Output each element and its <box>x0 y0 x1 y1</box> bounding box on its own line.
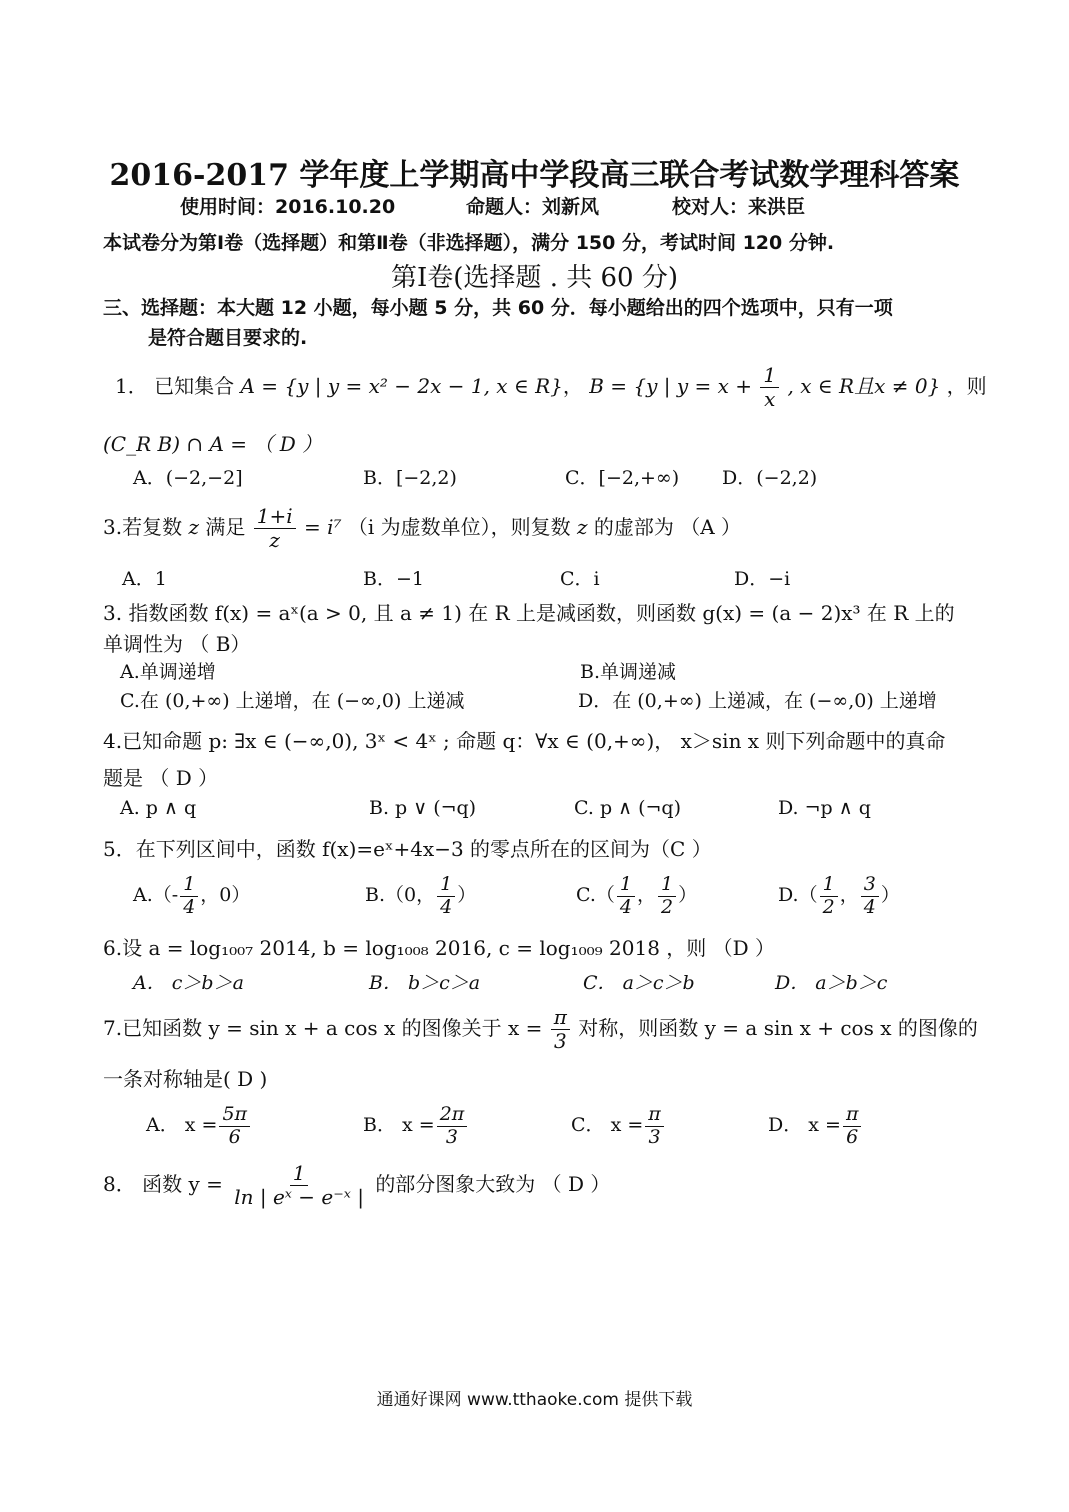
q7c-num: π <box>645 1104 664 1127</box>
q7b-num: 2π <box>437 1104 468 1127</box>
q7c-label: C． x = <box>571 1114 644 1136</box>
q4-option-d: D. ¬p ∧ q <box>778 797 871 819</box>
q8-frac-num: 1 <box>290 1162 309 1186</box>
q2-option-d: D．−i <box>734 568 791 590</box>
exam-intro: 本试卷分为第Ⅰ卷（选择题）和第Ⅱ卷（非选择题），满分 150 分，考试时间 120 分钟. <box>103 232 835 254</box>
q7d-den: 6 <box>846 1125 859 1148</box>
footer-source: 通通好课网 www.tthaoke.com 提供下载 <box>376 1390 693 1410</box>
q5d-label: D.（ <box>778 884 818 906</box>
q7a-fraction <box>219 1104 250 1149</box>
q2-pre: 若复数 <box>122 515 183 539</box>
q7-frac-den: 3 <box>553 1029 567 1053</box>
question-7 <box>103 998 978 1058</box>
q4-option-c: C. p ∧ (¬q) <box>574 797 681 819</box>
q7b-fraction <box>437 1104 468 1149</box>
q7a-label: A． x = <box>146 1114 218 1136</box>
q5b-tail: ） <box>457 884 477 906</box>
q7d-num: π <box>843 1104 862 1127</box>
q1-frac-num: 1 <box>760 364 779 388</box>
q1-option-a: A．(−2,−2] <box>133 467 243 489</box>
q1-suffix: ，则 <box>946 374 987 398</box>
q7a-num: 5π <box>219 1104 250 1127</box>
q7-option-d <box>768 1095 863 1155</box>
q7b-den: 3 <box>445 1125 459 1148</box>
q5-option-c <box>576 865 697 925</box>
q2-mid: 满足 <box>205 515 246 539</box>
q2-option-b: B．−1 <box>363 568 424 590</box>
q2-var: z <box>188 515 199 539</box>
q1-number: 1． <box>115 374 148 398</box>
q1-fraction <box>760 364 779 411</box>
q5d-fraction-1 <box>820 874 838 919</box>
q2-post: （i 为虚数单位），则复数 <box>347 515 571 539</box>
part-instructions-line1: 三、选择题：本大题 12 小题，每小题 5 分，共 60 分．每小题给出的四个选项中，只有一项 <box>103 297 893 319</box>
q5c-fraction-1 <box>617 874 635 919</box>
q5-line1: 5．在下列区间中，函数 f(x)=eˣ+4x−3 的零点所在的区间为（C ） <box>103 837 712 861</box>
q5d-fraction-2 <box>861 874 879 919</box>
q2-option-c: C．i <box>560 568 600 590</box>
q3-option-a: A.单调递增 <box>120 661 216 683</box>
q5a-fraction <box>180 874 198 919</box>
q3-option-c: C.在 (0,+∞) 上递增，在 (−∞,0) 上递减 <box>120 690 465 712</box>
q1-prefix: 已知集合 <box>154 374 235 398</box>
q5c-mid: ， <box>637 884 657 906</box>
q3-line1: 3. 指数函数 f(x) = aˣ(a > 0, 且 a ≠ 1) 在 R 上是减函数，则函数 g(x) = (a − 2)x³ 在 R 上的 <box>103 601 955 625</box>
q8-pre: 8． 函数 y = <box>103 1172 223 1196</box>
q1-option-c: C．[−2,+∞) <box>565 467 680 489</box>
q3-option-b: B.单调递减 <box>580 661 677 683</box>
part-instructions-line2: 是符合题目要求的. <box>148 327 308 349</box>
q2-fraction <box>254 505 296 552</box>
q5d-tail: ） <box>880 884 900 906</box>
q7-fraction <box>551 1006 570 1053</box>
q4-line1: 4.已知命题 p: ∃x ∈ (−∞,0), 3ˣ < 4ˣ ; 命题 q：∀x ∈ (0,+∞)， x＞sin x 则下列命题中的真命 <box>103 729 946 753</box>
question-2 <box>103 498 741 556</box>
q2-var2: z <box>576 515 588 539</box>
q5b-fraction <box>437 874 455 919</box>
q1-set-b-pre: B = {y | y = x + <box>589 374 753 398</box>
q6-option-c: C． a＞c＞b <box>583 972 695 994</box>
q6-line1: 6.设 a = log₁₀₀₇ 2014, b = log₁₀₀₈ 2016, c = log₁₀₀₉ 2018 ，则 （D ） <box>103 936 776 960</box>
q3-line2: 单调性为 （ B） <box>103 632 251 656</box>
q1-option-d: D．(−2,2) <box>722 467 818 489</box>
q1-set-a: A = {y | y = x² − 2x − 1, x ∈ R} <box>240 374 563 398</box>
q8-fraction <box>231 1162 367 1209</box>
q2-eq: = i⁷ <box>303 515 342 539</box>
q7-frac-num: π <box>551 1006 570 1030</box>
q2-frac-den: z <box>269 528 280 552</box>
q2-end: 的虚部为 （A ） <box>593 515 742 539</box>
q7b-label: B． x = <box>363 1114 435 1136</box>
q5-option-b <box>365 865 476 925</box>
q5-option-d <box>778 865 900 925</box>
q7d-label: D． x = <box>768 1114 841 1136</box>
q7-post: 对称，则函数 y = a sin x + cos x 的图像的 <box>578 1016 978 1040</box>
q5b-num: 1 <box>437 874 455 897</box>
q7-pre: 7.已知函数 y = sin x + a cos x 的图像关于 x = <box>103 1016 543 1040</box>
q8-frac-den: ln | eˣ − e⁻ˣ | <box>234 1185 364 1209</box>
q7-option-a <box>146 1095 252 1155</box>
q5b-label: B.（0， <box>365 884 436 906</box>
q7c-den: 3 <box>648 1125 661 1148</box>
q3-option-d: D．在 (0,+∞) 上递减，在 (−∞,0) 上递增 <box>578 690 937 712</box>
q7-option-c <box>571 1095 666 1155</box>
q5c-num2: 1 <box>658 874 676 897</box>
q6-option-a: A． c＞b＞a <box>133 972 244 994</box>
q5c-den1: 4 <box>619 895 632 918</box>
q5c-label: C.（ <box>576 884 615 906</box>
q2-option-a: A．1 <box>122 568 167 590</box>
q7-option-b <box>363 1095 469 1155</box>
q5c-den2: 2 <box>661 895 674 918</box>
q5a-den: 4 <box>183 895 196 918</box>
q5c-fraction-2 <box>658 874 676 919</box>
section-title: 第Ⅰ卷(选择题 . 共 60 分) <box>391 263 678 293</box>
q1-option-b: B．[−2,2) <box>363 467 457 489</box>
q4-option-a: A. p ∧ q <box>120 797 197 819</box>
q5-option-a <box>133 865 250 925</box>
q1-frac-den: x <box>764 387 776 411</box>
q6-option-d: D． a＞b＞c <box>775 972 888 994</box>
q5d-num2: 3 <box>861 874 879 897</box>
q7c-fraction <box>645 1104 664 1149</box>
q8-post: 的部分图象大致为 （ D ） <box>375 1172 611 1196</box>
q2-frac-num: 1+i <box>254 505 296 529</box>
question-1: 1． 已知集合 A = {y | y = x² − 2x − 1, x ∈ R}， B = {y | y = x + $\frac{1}{x}$ , x ∈ R且x ≠ 0} ，则 <box>115 363 987 411</box>
page-title: 2016-2017 学年度上学期高中学段高三联合考试数学理科答案 <box>109 158 960 193</box>
q5b-den: 4 <box>440 895 453 918</box>
author: 命题人：刘新风 <box>466 196 600 218</box>
q7-line2: 一条对称轴是( D ) <box>103 1067 268 1091</box>
q5a-tail: ，0） <box>200 884 251 906</box>
q7a-den: 6 <box>228 1125 241 1148</box>
q1-set-b-post: , x ∈ R且x ≠ 0} <box>787 374 941 398</box>
proofreader: 校对人：来洪臣 <box>672 196 806 218</box>
q6-option-b: B． b＞c＞a <box>369 972 481 994</box>
q5c-num1: 1 <box>617 874 635 897</box>
q4-option-b: B. p ∨ (¬q) <box>369 797 477 819</box>
usage-time: 使用时间：2016.10.20 <box>180 196 396 218</box>
q5a-label: A.（- <box>133 884 179 906</box>
q5d-den2: 4 <box>863 895 876 918</box>
q5d-mid: ， <box>839 884 859 906</box>
q4-line2: 题是 （ D ） <box>103 766 219 790</box>
question-8 <box>103 1152 610 1216</box>
q5d-num1: 1 <box>820 874 838 897</box>
q5c-tail: ） <box>678 884 698 906</box>
q1-line2: (C_R B) ∩ A = （ D ） <box>103 432 323 456</box>
q5a-num: 1 <box>180 874 198 897</box>
q2-number: 3. <box>103 515 123 539</box>
q5d-den1: 2 <box>822 895 835 918</box>
q7d-fraction <box>843 1104 862 1149</box>
